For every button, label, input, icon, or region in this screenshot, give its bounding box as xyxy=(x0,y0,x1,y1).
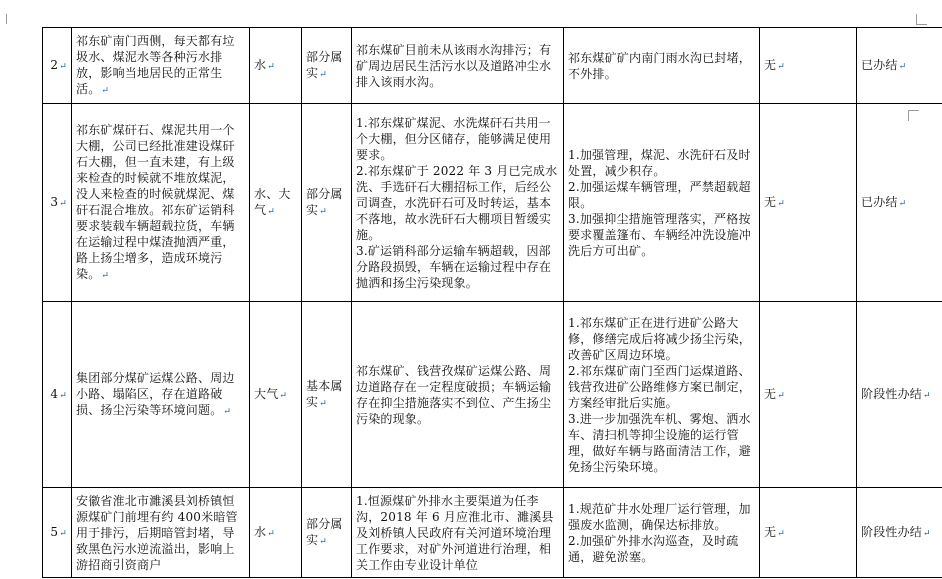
table-row xyxy=(43,28,942,104)
complaint-cell: 祁东矿南门西侧，每天都有垃圾水、煤泥水等各种污水排放，影响当地居民的正常生活。↵ xyxy=(72,28,250,104)
table-row xyxy=(43,302,942,488)
table-row xyxy=(43,104,942,302)
pollution-type-cell: 水↵ xyxy=(250,28,302,104)
complaint-cell: 集团部分煤矿运煤公路、周边小路、塌陷区，存在道路破损、扬尘污染等环境问题。↵ xyxy=(72,302,250,488)
investigation-cell: 祁东煤矿目前未从该雨水沟排污；有矿周边居民生活污水以及道路冲尘水排入该雨水沟。 xyxy=(352,28,564,104)
crop-mark-right-top xyxy=(916,14,927,25)
pollution-type-cell: 水、大气↵ xyxy=(250,104,302,302)
status-cell: 已办结↵ xyxy=(857,104,942,302)
status-cell: 阶段性办结↵ xyxy=(857,488,942,578)
investigation-cell: 1.恒源煤矿外排水主要渠道为任李沟，2018 年 6 月应淮北市、濉溪县及刘桥镇人民政府有关河道环境治理工作要求，对矿外河道进行治理，相关工作由专业设计单位 xyxy=(352,488,564,578)
complaint-table xyxy=(42,27,942,578)
rectification-cell: 1.祁东煤矿正在进行进矿公路大修，修缮完成后将减少扬尘污染，改善矿区周边环境。 2.祁东煤矿南门至西门运煤道路、钱营孜进矿公路维修方案已制定，方案经审批后实施。 3.进一步加强洗车机、雾炮、洒水车、清扫机等抑尘设施的运行管理，做好车辆与路面清洁工作，避免扬尘污染环境。 xyxy=(564,302,760,488)
complaint-cell: 安徽省淮北市濉溪县刘桥镇恒源煤矿门前埋有约 400米暗管用于排污，后期暗管封堵，导致黑色污水逆流溢出，影响上游招商引资商户 xyxy=(72,488,250,578)
accountability-cell: 无↵ xyxy=(760,302,857,488)
rectification-cell: 1.规范矿井水处理厂运行管理，加强废水监测，确保达标排放。 2.加强矿外排水沟巡查，及时疏通，避免淤塞。 xyxy=(564,488,760,578)
pollution-type-cell: 水↵ xyxy=(250,488,302,578)
verification-cell: 部分属实↵ xyxy=(302,28,352,104)
status-cell: 已办结↵ xyxy=(857,28,942,104)
row-number-cell: 5↵ xyxy=(43,488,72,578)
row-number-cell: 4↵ xyxy=(43,302,72,488)
accountability-cell: 无↵ xyxy=(760,28,857,104)
table-row xyxy=(43,488,942,578)
rectification-cell: 祁东煤矿矿内南门雨水沟已封堵，不外排。 xyxy=(564,28,760,104)
verification-cell: 部分属实↵ xyxy=(302,488,352,578)
rectification-cell: 1.加强管理，煤泥、水洗矸石及时处置，减少积存。 2.加强运煤车辆管理，严禁超载超限。 3.加强抑尘措施管理落实，严格按要求覆盖篷布、车辆经冲洗设施冲洗后方可出矿。 xyxy=(564,104,760,302)
investigation-cell: 祁东煤矿、钱营孜煤矿运煤公路、周边道路存在一定程度破损；车辆运输存在抑尘措施落实不到位、产生扬尘污染的现象。 xyxy=(352,302,564,488)
pollution-type-cell: 大气↵ xyxy=(250,302,302,488)
complaint-cell: 祁东矿煤矸石、煤泥共用一个大棚，公司已经批准建设煤矸石大棚，但一直未建，有上级来检查的时候就不堆放煤泥，没人来检查的时候就煤泥、煤矸石混合堆放。祁东矿运销科要求装载车辆超载拉货，车辆在运输过程中煤渣抛洒严重，路上扬尘增多，造成环境污染。↵ xyxy=(72,104,250,302)
row-number-cell: 3↵ xyxy=(43,104,72,302)
row-number-cell: 2↵ xyxy=(43,28,72,104)
verification-cell: 基本属实↵ xyxy=(302,302,352,488)
accountability-cell: 无↵ xyxy=(760,488,857,578)
crop-mark-left xyxy=(0,14,7,24)
status-cell: 阶段性办结↵ xyxy=(857,302,942,488)
verification-cell: 部分属实↵ xyxy=(302,104,352,302)
investigation-cell: 1.祁东煤矿煤泥、水洗煤矸石共用一个大棚，但分区储存，能够满足使用要求。 2.祁东煤矿于 2022 年 3 月已完成水洗、手选矸石大棚招标工作，后经公司调查，水洗矸石可及时转运，基本不落地，故水洗矸石大棚项目暂缓实施。 3.矿运销科部分运输车辆超载，因部分路段损毁，车辆在运输过程中存在抛洒和扬尘污染现象。 xyxy=(352,104,564,302)
accountability-cell: 无↵ xyxy=(760,104,857,302)
